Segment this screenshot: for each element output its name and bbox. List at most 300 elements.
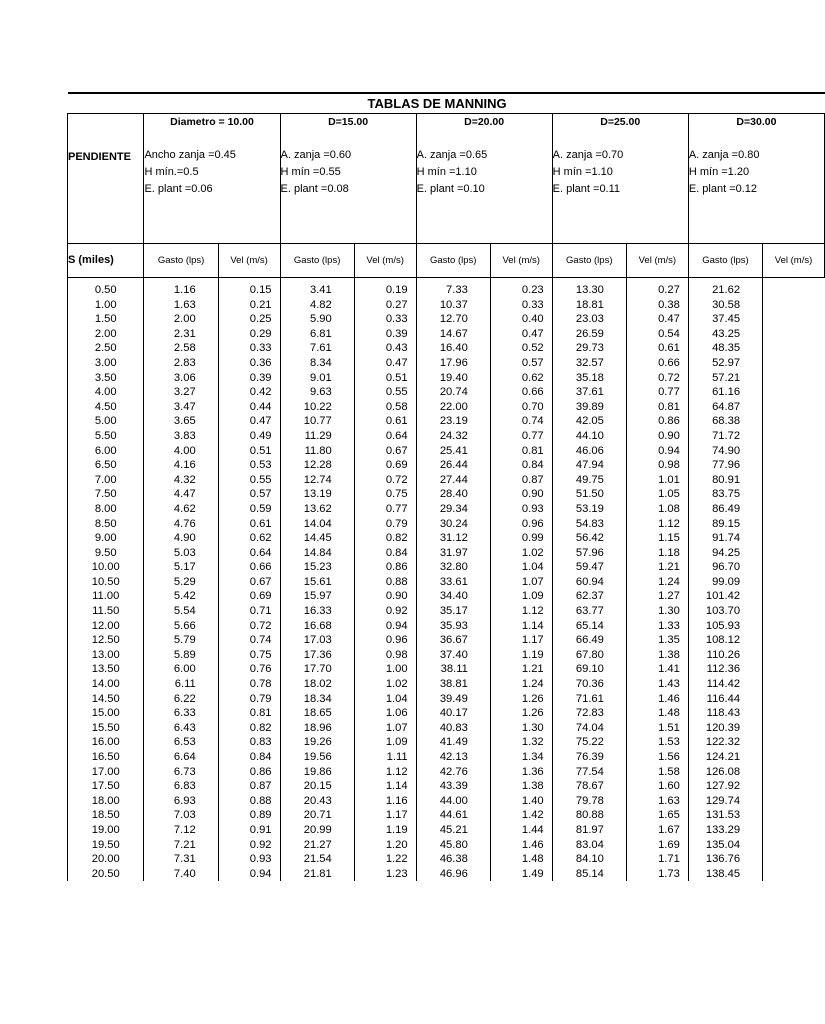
vel-cell: 0.57 [490,356,552,371]
vel-cell: 0.33 [354,312,416,327]
vel-cell: 0.21 [218,298,280,313]
gasto-cell: 84.10 [552,852,626,867]
vel-cell: 1.17 [490,633,552,648]
vel-cell: 0.58 [354,400,416,415]
vel-cell: 1.07 [490,575,552,590]
gasto-cell: 131.53 [688,808,762,823]
vel-cell: 1.56 [626,750,688,765]
gasto-cell: 25.41 [416,444,490,459]
vel-cell: 0.82 [218,721,280,736]
vel-cell: 1.27 [626,589,688,604]
gasto-cell: 2.83 [144,356,218,371]
table-row [68,633,825,648]
gasto-cell: 89.15 [688,517,762,532]
gasto-cell: 46.38 [416,852,490,867]
gasto-cell: 37.61 [552,385,626,400]
gasto-cell: 7.12 [144,823,218,838]
vel-cell: 0.69 [218,589,280,604]
gasto-header: Gasto (lps) [552,244,626,278]
table-row [68,735,825,750]
gasto-cell: 74.04 [552,721,626,736]
vel-cell: 0.62 [218,531,280,546]
slope-cell: 9.00 [68,531,144,546]
table-row [68,867,825,882]
table-row [68,487,825,502]
gasto-cell: 35.18 [552,371,626,386]
gasto-cell: 19.56 [280,750,354,765]
vel-header: Vel (m/s) [218,244,280,278]
gasto-cell: 6.22 [144,692,218,707]
gasto-cell: 35.93 [416,619,490,634]
gasto-cell: 7.31 [144,852,218,867]
table-row [68,444,825,459]
vel-cell: 0.87 [218,779,280,794]
gasto-header: Gasto (lps) [688,244,762,278]
table-row [68,371,825,386]
vel-cell: 1.24 [626,575,688,590]
gasto-cell: 14.45 [280,531,354,546]
hmin-1: H mín.=0.5 [144,166,199,178]
table-title: TABLAS DE MANNING [68,93,689,114]
vel-cell: 0.91 [218,823,280,838]
vel-cell: 0.79 [218,692,280,707]
hmin-4: H mín =1.10 [552,166,613,178]
gasto-cell: 39.49 [416,692,490,707]
gasto-cell: 9.01 [280,371,354,386]
zanja-4: A. zanja =0.70 [552,149,624,161]
gasto-cell: 5.89 [144,648,218,663]
table-row [68,677,825,692]
slope-cell: 17.50 [68,779,144,794]
gasto-cell: 53.19 [552,502,626,517]
gasto-cell: 44.61 [416,808,490,823]
gasto-cell: 5.54 [144,604,218,619]
table-row [68,356,825,371]
gasto-cell: 71.72 [688,429,762,444]
vel-cell: 1.34 [490,750,552,765]
vel-cell: 0.67 [218,575,280,590]
gasto-cell: 85.14 [552,867,626,882]
gasto-cell: 83.75 [688,487,762,502]
vel-cell: 0.42 [218,385,280,400]
gasto-header: Gasto (lps) [144,244,218,278]
table-row [68,502,825,517]
gasto-cell: 5.66 [144,619,218,634]
diameter-1: Diametro = 10.00 [144,114,280,131]
gasto-cell: 37.45 [688,312,762,327]
vel-cell: 0.81 [490,444,552,459]
gasto-cell: 118.43 [688,706,762,721]
vel-cell: 0.94 [218,867,280,882]
table-row [68,838,825,853]
hmin-5: H mín =1.20 [688,166,750,178]
vel-cell: 1.30 [490,721,552,736]
gasto-cell: 9.63 [280,385,354,400]
vel-cell: 0.87 [490,473,552,488]
vel-cell: 1.21 [626,560,688,575]
gasto-cell: 45.21 [416,823,490,838]
gasto-cell: 17.03 [280,633,354,648]
slope-cell: 6.00 [68,444,144,459]
vel-cell: 1.09 [354,735,416,750]
corner-cell [68,114,144,131]
vel-cell: 1.51 [626,721,688,736]
gasto-cell: 3.83 [144,429,218,444]
gasto-cell: 83.04 [552,838,626,853]
table-row [68,692,825,707]
gasto-cell: 6.73 [144,765,218,780]
gasto-cell: 4.00 [144,444,218,459]
vel-cell: 0.47 [626,312,688,327]
spec-group-2 [280,130,416,244]
vel-cell: 0.93 [490,502,552,517]
slope-cell: 7.50 [68,487,144,502]
gasto-cell: 38.81 [416,677,490,692]
gasto-cell: 114.42 [688,677,762,692]
gasto-cell: 7.61 [280,341,354,356]
gasto-cell: 20.71 [280,808,354,823]
gasto-cell: 12.28 [280,458,354,473]
gasto-cell: 42.13 [416,750,490,765]
gasto-cell: 14.67 [416,327,490,342]
gasto-cell: 31.12 [416,531,490,546]
gasto-cell: 96.70 [688,560,762,575]
slope-cell: 13.00 [68,648,144,663]
gasto-cell: 127.92 [688,779,762,794]
vel-cell: 0.52 [490,341,552,356]
vel-cell: 0.70 [490,400,552,415]
gasto-cell: 13.19 [280,487,354,502]
gasto-cell: 112.36 [688,662,762,677]
gasto-cell: 6.00 [144,662,218,677]
vel-cell: 1.65 [626,808,688,823]
vel-cell: 1.73 [626,867,688,882]
gasto-cell: 6.83 [144,779,218,794]
gasto-cell: 6.64 [144,750,218,765]
vel-cell: 0.66 [626,356,688,371]
slope-cell: 1.00 [68,298,144,313]
gasto-cell: 41.49 [416,735,490,750]
gasto-cell: 11.29 [280,429,354,444]
vel-cell: 1.04 [490,560,552,575]
gasto-cell: 44.00 [416,794,490,809]
vel-cell: 0.25 [218,312,280,327]
gasto-cell: 5.29 [144,575,218,590]
gasto-cell: 133.29 [688,823,762,838]
gasto-cell: 17.96 [416,356,490,371]
gasto-cell: 34.40 [416,589,490,604]
gasto-cell: 49.75 [552,473,626,488]
vel-cell: 1.30 [626,604,688,619]
gasto-cell: 15.23 [280,560,354,575]
vel-cell: 1.58 [626,765,688,780]
vel-cell: 1.07 [354,721,416,736]
spec-group-4 [552,130,688,244]
table-row [68,706,825,721]
gasto-cell: 15.97 [280,589,354,604]
table-row [68,808,825,823]
gasto-cell: 80.91 [688,473,762,488]
gasto-cell: 108.12 [688,633,762,648]
table-row [68,619,825,634]
vel-cell: 0.76 [218,662,280,677]
gasto-cell: 56.42 [552,531,626,546]
vel-cell: 1.43 [626,677,688,692]
gasto-cell: 2.00 [144,312,218,327]
gasto-cell: 18.34 [280,692,354,707]
vel-cell: 0.86 [218,765,280,780]
spec-row [68,130,825,244]
slope-cell: 3.50 [68,371,144,386]
vel-cell: 1.67 [626,823,688,838]
table-row [68,560,825,575]
vel-cell: 0.72 [354,473,416,488]
gasto-cell: 45.80 [416,838,490,853]
zanja-1: Ancho zanja =0.45 [144,149,236,161]
vel-cell: 0.47 [490,327,552,342]
vel-cell: 1.14 [354,779,416,794]
gasto-cell: 57.96 [552,546,626,561]
vel-cell: 1.12 [490,604,552,619]
gasto-cell: 16.68 [280,619,354,634]
spec-group-1 [144,130,280,244]
gasto-cell: 4.32 [144,473,218,488]
gasto-cell: 99.09 [688,575,762,590]
vel-cell: 0.94 [626,444,688,459]
slope-cell: 15.50 [68,721,144,736]
gasto-cell: 63.77 [552,604,626,619]
vel-cell: 0.84 [490,458,552,473]
vel-cell: 0.61 [626,341,688,356]
diameter-row [68,114,825,131]
gasto-cell: 6.11 [144,677,218,692]
gasto-cell: 6.81 [280,327,354,342]
gasto-cell: 67.80 [552,648,626,663]
vel-cell: 1.02 [490,546,552,561]
slope-cell: 19.00 [68,823,144,838]
table-row [68,517,825,532]
vel-cell: 1.46 [626,692,688,707]
vel-header: Vel (m/s) [354,244,416,278]
table-row [68,794,825,809]
slope-cell: 18.50 [68,808,144,823]
table-row [68,278,825,298]
slope-cell: 12.00 [68,619,144,634]
gasto-cell: 78.67 [552,779,626,794]
vel-cell: 0.84 [354,546,416,561]
gasto-cell: 43.39 [416,779,490,794]
vel-cell: 0.23 [490,278,552,298]
slope-cell: 13.50 [68,662,144,677]
vel-cell: 0.69 [354,458,416,473]
diameter-5: D=30.00 [688,114,824,131]
slope-cell: 17.00 [68,765,144,780]
table-row [68,575,825,590]
gasto-cell: 62.37 [552,589,626,604]
zanja-5: A. zanja =0.80 [688,149,760,161]
gasto-cell: 8.34 [280,356,354,371]
gasto-cell: 35.17 [416,604,490,619]
slope-cell: 15.00 [68,706,144,721]
vel-cell: 0.61 [354,414,416,429]
s-miles-header: S (miles) [68,244,144,278]
gasto-cell: 16.33 [280,604,354,619]
gasto-cell: 32.80 [416,560,490,575]
gasto-cell: 138.45 [688,867,762,882]
gasto-cell: 76.39 [552,750,626,765]
vel-cell: 0.86 [626,414,688,429]
vel-cell: 0.27 [626,278,688,298]
gasto-cell: 79.78 [552,794,626,809]
slope-cell: 4.50 [68,400,144,415]
gasto-cell: 5.17 [144,560,218,575]
eplant-4: E. plant =0.11 [552,183,621,195]
slope-cell: 20.00 [68,852,144,867]
vel-cell: 1.32 [490,735,552,750]
gasto-cell: 7.21 [144,838,218,853]
gasto-cell: 29.73 [552,341,626,356]
vel-cell: 0.79 [354,517,416,532]
gasto-header: Gasto (lps) [416,244,490,278]
vel-cell: 0.67 [354,444,416,459]
vel-cell: 1.33 [626,619,688,634]
slope-cell: 4.00 [68,385,144,400]
gasto-cell: 19.26 [280,735,354,750]
gasto-cell: 4.76 [144,517,218,532]
gasto-cell: 3.06 [144,371,218,386]
vel-header: Vel (m/s) [490,244,552,278]
slope-cell: 14.00 [68,677,144,692]
gasto-cell: 21.81 [280,867,354,882]
vel-cell: 0.33 [218,341,280,356]
vel-cell: 1.14 [490,619,552,634]
gasto-cell: 24.32 [416,429,490,444]
gasto-cell: 126.08 [688,765,762,780]
gasto-cell: 2.31 [144,327,218,342]
table-row [68,458,825,473]
slope-cell: 16.00 [68,735,144,750]
vel-cell: 1.02 [354,677,416,692]
gasto-cell: 52.97 [688,356,762,371]
table-row [68,852,825,867]
slope-cell: 11.00 [68,589,144,604]
gasto-cell: 74.90 [688,444,762,459]
gasto-cell: 77.54 [552,765,626,780]
gasto-cell: 4.82 [280,298,354,313]
gasto-cell: 18.96 [280,721,354,736]
vel-cell: 0.88 [218,794,280,809]
vel-cell: 0.29 [218,327,280,342]
vel-cell: 1.48 [490,852,552,867]
vel-cell: 0.62 [490,371,552,386]
gasto-cell: 38.11 [416,662,490,677]
gasto-cell: 116.44 [688,692,762,707]
vel-header: Vel (m/s) [763,244,825,278]
hmin-2: H mín =0.55 [280,166,341,178]
table-row [68,721,825,736]
vel-cell: 0.81 [218,706,280,721]
diameter-3: D=20.00 [416,114,552,131]
gasto-cell: 91.74 [688,531,762,546]
gasto-cell: 135.04 [688,838,762,853]
gasto-cell: 30.24 [416,517,490,532]
slope-cell: 1.50 [68,312,144,327]
slope-cell: 5.00 [68,414,144,429]
vel-cell: 0.83 [218,735,280,750]
slope-cell: 10.00 [68,560,144,575]
gasto-cell: 21.62 [688,278,762,298]
vel-cell: 0.75 [354,487,416,502]
vel-cell: 1.46 [490,838,552,853]
manning-table-sheet [67,92,813,918]
gasto-cell: 69.10 [552,662,626,677]
vel-cell: 1.05 [626,487,688,502]
gasto-cell: 5.90 [280,312,354,327]
gasto-cell: 23.03 [552,312,626,327]
table-row [68,750,825,765]
vel-cell: 1.21 [490,662,552,677]
gasto-cell: 21.27 [280,838,354,853]
vel-cell: 1.26 [490,692,552,707]
vel-cell: 0.55 [354,385,416,400]
vel-cell: 0.61 [218,517,280,532]
gasto-cell: 12.70 [416,312,490,327]
gasto-cell: 17.36 [280,648,354,663]
slope-cell: 3.00 [68,356,144,371]
slope-cell: 12.50 [68,633,144,648]
vel-cell: 0.47 [354,356,416,371]
gasto-cell: 122.32 [688,735,762,750]
vel-cell: 0.82 [354,531,416,546]
diameter-4: D=25.00 [552,114,688,131]
vel-cell: 0.90 [354,589,416,604]
gasto-cell: 2.58 [144,341,218,356]
slope-cell: 8.50 [68,517,144,532]
gasto-cell: 66.49 [552,633,626,648]
vel-cell: 0.77 [626,385,688,400]
vel-cell: 0.90 [490,487,552,502]
gasto-cell: 110.26 [688,648,762,663]
table-row [68,400,825,415]
vel-cell: 0.64 [218,546,280,561]
gasto-cell: 72.83 [552,706,626,721]
table-row [68,414,825,429]
gasto-cell: 10.37 [416,298,490,313]
slope-cell: 18.00 [68,794,144,809]
vel-cell: 0.84 [218,750,280,765]
gasto-cell: 14.84 [280,546,354,561]
gasto-cell: 61.16 [688,385,762,400]
gasto-cell: 3.27 [144,385,218,400]
vel-cell: 1.20 [354,838,416,853]
gasto-cell: 16.40 [416,341,490,356]
vel-cell: 1.01 [626,473,688,488]
table-row [68,604,825,619]
gasto-cell: 57.21 [688,371,762,386]
gasto-cell: 31.97 [416,546,490,561]
vel-cell: 0.81 [626,400,688,415]
vel-cell: 0.74 [490,414,552,429]
vel-cell: 0.99 [490,531,552,546]
table-row [68,546,825,561]
vel-cell: 0.75 [218,648,280,663]
vel-header: Vel (m/s) [626,244,688,278]
gasto-cell: 17.70 [280,662,354,677]
gasto-cell: 65.14 [552,619,626,634]
vel-cell: 0.96 [354,633,416,648]
slope-cell: 2.50 [68,341,144,356]
gasto-cell: 44.10 [552,429,626,444]
